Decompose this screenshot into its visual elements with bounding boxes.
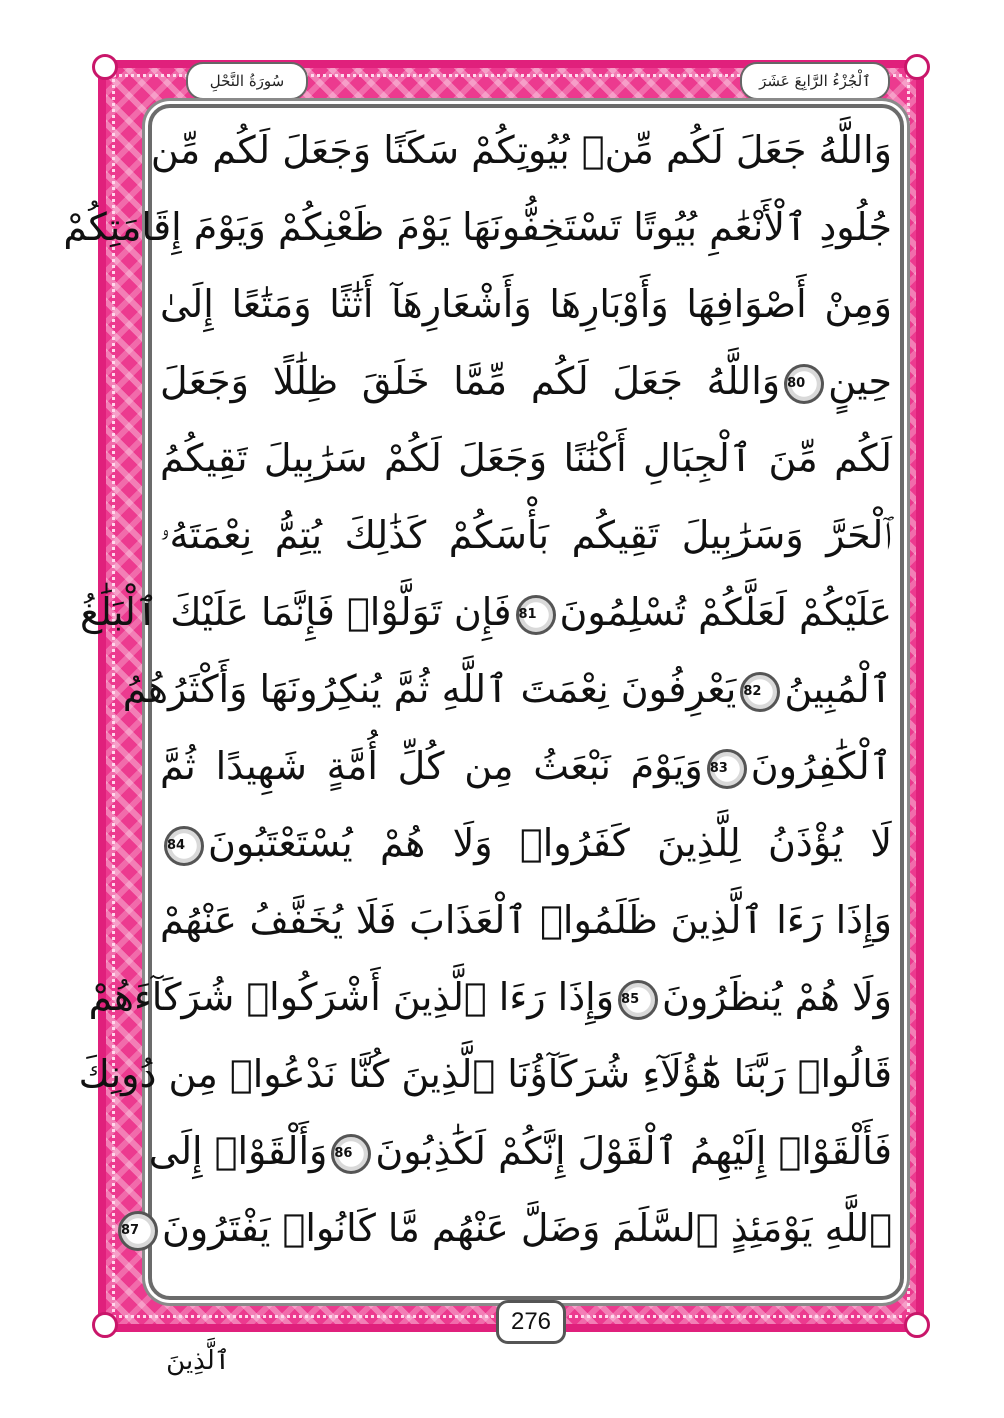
- verse-text: وَإِذَا رَءَا ٱلَّذِينَ ظَلَمُوا۟ ٱلْعَذَابَ فَلَا يُخَفَّفُ عَنْهُمْ: [160, 898, 892, 942]
- verse-text: يَعْرِفُونَ نِعْمَتَ ٱللَّهِ ثُمَّ يُنكِرُونَهَا وَأَكْثَرُهُمُ: [122, 667, 737, 711]
- verse-text: فَإِن تَوَلَّوْا۟ فَإِنَّمَا عَلَيْكَ ٱلْبَلَٰغُ: [80, 590, 512, 634]
- verse-text: وَإِذَا رَءَا ٱلَّذِينَ أَشْرَكُوا۟ شُرَكَآءَهُمْ: [88, 975, 615, 1019]
- verse-line: [78, 1036, 892, 1113]
- verse-text: ٱللَّهِ يَوْمَئِذٍ ٱلسَّلَمَ وَضَلَّ عَنْهُم مَّا كَانُوا۟ يَفْتَرُونَ: [161, 1206, 892, 1250]
- ayah-number-marker: 83: [707, 749, 747, 789]
- verse-text: وَأَلْقَوْا۟ إِلَى: [148, 1129, 328, 1173]
- verse-line: [148, 1113, 892, 1190]
- verse-line: [122, 651, 892, 728]
- verse-lines: [63, 112, 892, 1267]
- verse-line: [150, 112, 892, 189]
- verse-text: لَكُم مِّنَ ٱلْجِبَالِ أَكْنَٰنًا وَجَعَلَ لَكُمْ سَرَٰبِيلَ تَقِيكُمُ: [160, 436, 892, 480]
- verse-text: وَيَوْمَ نَبْعَثُ مِن كُلِّ أُمَّةٍ شَهِيدًا ثُمَّ: [160, 744, 703, 788]
- corner-ornament-icon: [904, 1312, 930, 1338]
- corner-ornament-icon: [92, 1312, 118, 1338]
- verse-text: لَا يُؤْذَنُ لِلَّذِينَ كَفَرُوا۟ وَلَا هُمْ يُسْتَعْتَبُونَ: [208, 821, 892, 865]
- ayah-number-marker: 87: [118, 1211, 158, 1251]
- ayah-number-marker: 81: [516, 595, 556, 635]
- corner-ornament-icon: [92, 54, 118, 80]
- ayah-number-marker: 82: [740, 672, 780, 712]
- ayah-number-marker: 86: [331, 1134, 371, 1174]
- verse-text: وَمِنْ أَصْوَافِهَا وَأَوْبَارِهَا وَأَشْعَارِهَآ أَثَٰثًا وَمَتَٰعًا إِلَىٰ: [160, 282, 892, 326]
- page-number: 276: [496, 1300, 566, 1344]
- verse-line: [160, 266, 892, 343]
- verse-line: [88, 959, 892, 1036]
- verse-text: عَلَيْكُمْ لَعَلَّكُمْ تُسْلِمُونَ: [559, 590, 892, 634]
- verse-line: [63, 189, 892, 266]
- verse-line: [160, 805, 892, 882]
- verse-text: حِينٍ: [828, 359, 892, 403]
- verse-text: وَاللَّهُ جَعَلَ لَكُم مِّنۢ بُيُوتِكُمْ سَكَنًا وَجَعَلَ لَكُم مِّن: [150, 128, 892, 172]
- verse-line: [80, 574, 892, 651]
- verse-text: فَأَلْقَوْا۟ إِلَيْهِمُ ٱلْقَوْلَ إِنَّكُمْ لَكَٰذِبُونَ: [375, 1129, 892, 1173]
- verse-line: [160, 497, 892, 574]
- verse-line: [160, 728, 892, 805]
- juz-label: ٱلْجُزْءُ الرَّابِعَ عَشَرَ: [740, 62, 890, 100]
- ayah-number-marker: 80: [784, 364, 824, 404]
- corner-ornament-icon: [904, 54, 930, 80]
- ayah-number-marker: 85: [618, 980, 658, 1020]
- verse-line: [160, 882, 892, 959]
- catchword: ٱلَّذِينَ: [166, 1346, 230, 1376]
- verse-text: جُلُودِ ٱلْأَنْعَٰمِ بُيُوتًا تَسْتَخِفُّونَهَا يَوْمَ ظَعْنِكُمْ وَيَوْمَ إِقَامَتِكُمْ: [63, 205, 892, 249]
- verse-text: ٱلْكَٰفِرُونَ: [750, 744, 892, 788]
- verse-text: وَلَا هُمْ يُنظَرُونَ: [662, 975, 892, 1019]
- verse-text: ٱلْحَرَّ وَسَرَٰبِيلَ تَقِيكُم بَأْسَكُمْ كَذَٰلِكَ يُتِمُّ نِعْمَتَهُۥ: [160, 513, 892, 557]
- verse-line: [160, 420, 892, 497]
- verse-text: قَالُوا۟ رَبَّنَا هَٰٓؤُلَآءِ شُرَكَآؤُنَا ٱلَّذِينَ كُنَّا نَدْعُوا۟ مِن دُونِكَ: [78, 1052, 892, 1096]
- verse-text: وَاللَّهُ جَعَلَ لَكُم مِّمَّا خَلَقَ ظِلَٰلًا وَجَعَلَ: [160, 359, 781, 403]
- surah-label: سُورَةُ النَّحْلِ: [186, 62, 308, 100]
- verse-line: [160, 343, 892, 420]
- verse-text: ٱلْمُبِينُ: [784, 667, 892, 711]
- ayah-number-marker: 84: [164, 826, 204, 866]
- verse-line: [120, 1190, 892, 1267]
